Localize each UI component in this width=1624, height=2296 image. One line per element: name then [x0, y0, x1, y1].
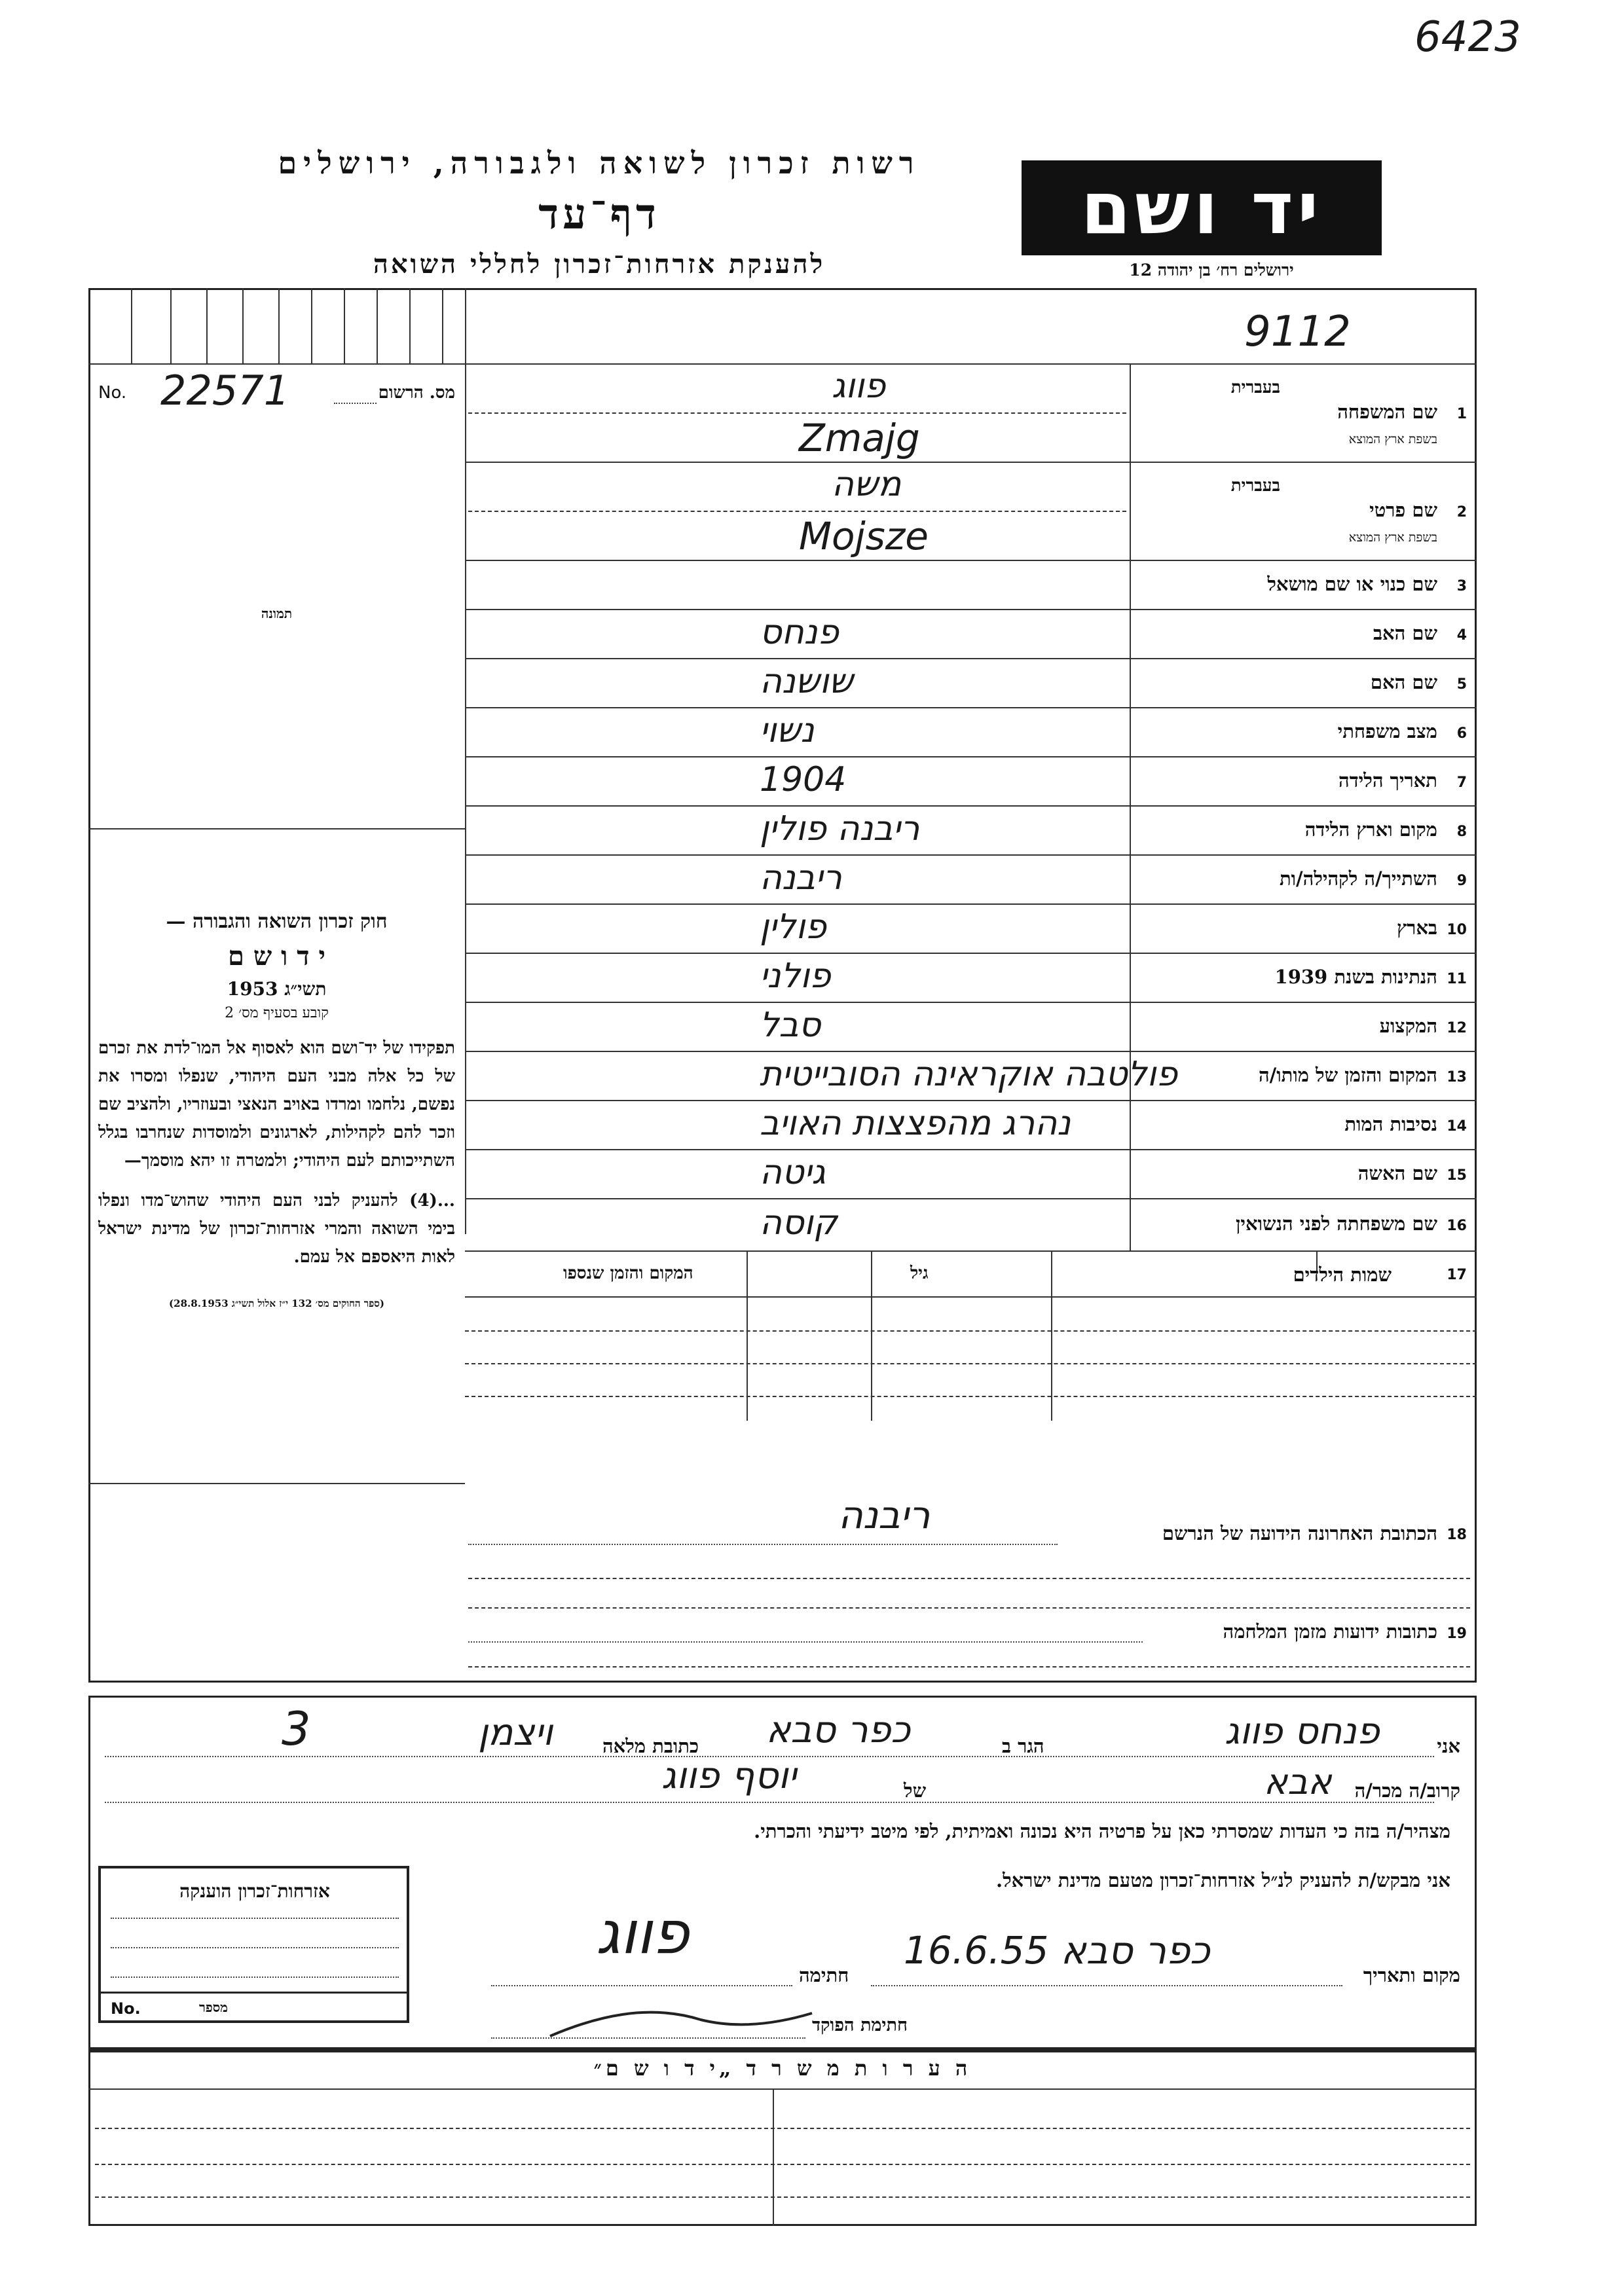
field-11-value: פולני: [760, 956, 831, 996]
field-row-15: [465, 1149, 1477, 1198]
field-row-14: [465, 1100, 1477, 1149]
field-16-number: 16: [1447, 1218, 1467, 1234]
field-7-number: 7: [1456, 774, 1467, 791]
field-13-label: המקום והזמן של מותו/ה: [1258, 1063, 1437, 1086]
certificate-number-label: מספר: [199, 1999, 228, 2015]
field-18-label: הכתובת האחרונה הידועה של הנרשם: [1162, 1522, 1437, 1544]
logo-text: יד ושם: [1080, 166, 1323, 250]
law-title: חוק זכרון השואה והגבורה —: [166, 910, 388, 933]
stamp-cells: [88, 288, 465, 363]
field-2-sub-hebrew: בעברית: [1230, 476, 1280, 496]
relation-value: אבא: [1264, 1761, 1332, 1802]
field-row-7: [465, 756, 1477, 805]
field-18: [465, 1447, 1477, 1552]
field-9-number: 9: [1456, 872, 1467, 889]
field-1-value-origin: Zmajg: [799, 416, 920, 460]
field-10-label: בארץ: [1397, 916, 1437, 939]
field-18-number: 18: [1447, 1527, 1467, 1543]
signature-value: פווג: [596, 1899, 690, 1967]
children-age-header: גיל: [910, 1264, 929, 1283]
field-row-3: [465, 560, 1477, 609]
resides-label: הגר ב: [1002, 1735, 1044, 1757]
yad-vashem-logo: [1022, 160, 1382, 255]
place-date-label: מקום ותאריך: [1363, 1964, 1460, 1986]
field-19-number: 19: [1447, 1626, 1467, 1642]
field-14-number: 14: [1447, 1118, 1467, 1135]
field-6-number: 6: [1456, 725, 1467, 742]
field-11-label: הנתינות בשנת 1939: [1274, 965, 1437, 988]
field-10-value: פולין: [760, 907, 826, 947]
children-table: [465, 1250, 1477, 1421]
field-12-number: 12: [1447, 1019, 1467, 1036]
field-19: [465, 1607, 1477, 1647]
field-row-1: [465, 363, 1477, 462]
field-row-10: [465, 903, 1477, 953]
field-15-label: שם האשה: [1357, 1161, 1437, 1184]
relative-label: קרוב/ה מכר/ה: [1354, 1779, 1460, 1802]
field-7-label: תאריך הלידה: [1338, 769, 1437, 792]
field-15-value: גיטה: [760, 1152, 826, 1192]
certificate-box: [98, 1866, 409, 2023]
field-11-number: 11: [1447, 970, 1467, 987]
of-value: יוסף פווג: [661, 1755, 797, 1797]
field-row-4: [465, 609, 1477, 658]
address-label: כתובת מלאה: [602, 1735, 699, 1757]
field-12-label: המקצוע: [1379, 1014, 1437, 1037]
field-5-number: 5: [1456, 676, 1467, 693]
certificate-no-label: No.: [111, 1999, 141, 2018]
field-8-value: ריבנה פולין: [760, 809, 920, 848]
declaration-request: אני מבקש/ת להעניק לנ״ל אזרחות־זכרון מטעם מדינת ישראל.: [996, 1869, 1450, 1891]
field-row-16: [465, 1198, 1477, 1250]
form-title: דף־עד: [538, 190, 660, 239]
declaration-statement: מצהיר/ה בזה כי העדות שמסרתי כאן על פרטיה היא נכונה ואמיתית, לפי מיטב ידיעתי והכרתי.: [754, 1820, 1450, 1842]
certificate-title: אזרחות־זכרון הוענקה: [179, 1880, 330, 1902]
officer-label: חתימת הפוקד: [812, 2015, 908, 2035]
law-name: י ד ו ש ם: [228, 941, 325, 972]
field-1-value: פווג: [832, 367, 886, 406]
field-row-8: [465, 805, 1477, 854]
field-2-sub-origin: בשפת ארץ המוצא: [1348, 530, 1437, 545]
declarant-name: פנחס פווג: [1225, 1710, 1380, 1753]
field-row-12: [465, 1002, 1477, 1051]
field-5-label: שם האם: [1370, 670, 1437, 693]
field-row-5: [465, 658, 1477, 707]
field-2-label: שם פרטי: [1369, 499, 1437, 521]
field-row-9: [465, 854, 1477, 903]
law-reference: (ספר החוקים מס׳ 132 י״ז אלול תשי״ג 28.8.1953): [169, 1298, 384, 1309]
photo-area: [92, 419, 462, 825]
field-16-label: שם משפחתה לפני הנשואין: [1236, 1212, 1437, 1235]
field-3-number: 3: [1456, 577, 1467, 594]
ani-label: אני: [1437, 1735, 1460, 1757]
top-number: 9112: [1244, 308, 1351, 356]
place-date-value: כפר סבא 16.6.55: [904, 1928, 1210, 1973]
field-4-value: פנחס: [760, 612, 840, 652]
no-label: No.: [98, 383, 127, 403]
children-names-header: שמות הילדים: [1293, 1264, 1392, 1286]
declaration-line-2: [98, 1755, 1467, 1807]
field-row-6: [465, 707, 1477, 756]
resides-value: כפר סבא: [766, 1709, 911, 1751]
office-notes-title: ה ע ר ו ת מ ש ר ד „י ד ו ש ם״: [593, 2056, 972, 2081]
registration-value: 22571: [160, 367, 290, 414]
field-6-label: מצב משפחתי: [1337, 720, 1437, 742]
law-clause: קובע בסעיף מס׳ 2: [225, 1005, 329, 1021]
field-8-number: 8: [1456, 823, 1467, 840]
field-8-label: מקום וארץ הלידה: [1304, 818, 1437, 841]
field-1-sub-origin: בשפת ארץ המוצא: [1348, 432, 1437, 446]
law-year: תשי״ג 1953: [227, 978, 327, 1000]
field-1-number: 1: [1456, 406, 1467, 422]
field-12-value: סבל: [760, 1005, 821, 1045]
field-2-value-origin: Mojsze: [799, 514, 929, 558]
file-number: 6423: [1414, 13, 1521, 62]
field-row-11: [465, 953, 1477, 1002]
field-13-number: 13: [1447, 1068, 1467, 1085]
field-1-label: שם המשפחה: [1337, 401, 1437, 423]
signature-label: חתימה: [799, 1964, 849, 1986]
field-1-sub-hebrew: בעברית: [1230, 378, 1280, 397]
field-7-value: 1904: [760, 759, 847, 799]
field-4-label: שם האב: [1373, 621, 1437, 644]
field-14-value: נהרג מהפצצות האויב: [760, 1103, 1071, 1143]
field-2-number: 2: [1456, 504, 1467, 520]
field-6-value: נשוי: [760, 710, 815, 750]
field-9-label: השתייך/ה לקהילה/ות: [1279, 867, 1437, 890]
field-13-value: פולטבה אוקראינה הסובייטית: [760, 1054, 1178, 1094]
law-block: [98, 910, 455, 1310]
field-9-value: ריבנה: [760, 858, 842, 898]
field-18-value: ריבנה: [838, 1493, 931, 1537]
address-value: ויצמן: [478, 1711, 553, 1754]
field-17-number: 17: [1447, 1267, 1467, 1283]
field-3-label: שם כנוי או שם מושאל: [1267, 572, 1437, 595]
field-row-13: [465, 1051, 1477, 1100]
field-10-number: 10: [1447, 921, 1467, 938]
law-text-1: תפקידו של יד־ושם הוא לאסוף אל המו־לדת את זכרם של כל אלה מבני העם היהודי, שנפלו ומסרו את נפשם, נלחמו ומרדו באויב הנאצי ובעוזריו, ולהציב שם וזכר להם לקהילות, לארגונים ולמוסדות שנחרבו בגלל השתייכותם לעם היהודי; ולמטרה זו יהא מוסמך—: [98, 1038, 455, 1171]
field-4-number: 4: [1456, 627, 1467, 644]
children-place-header: המקום והזמן שנספו: [563, 1264, 693, 1283]
registration-label: מס. הרשום: [378, 383, 455, 403]
house-number: 3: [282, 1702, 311, 1756]
institution-name: רשות זכרון לשואה ולגבורה, ירושלים: [278, 145, 921, 181]
field-19-label: כתובות ידועות מזמן המלחמה: [1223, 1620, 1437, 1643]
declaration-line-1: [98, 1702, 1467, 1761]
field-14-label: נסיבות המות: [1344, 1112, 1437, 1135]
field-2-value: משה: [832, 465, 902, 504]
field-15-number: 15: [1447, 1167, 1467, 1184]
of-label: של: [904, 1779, 927, 1802]
field-16-value: קוסה: [760, 1203, 838, 1243]
law-text-2: ...(4) להעניק לבני העם היהודי שהוש־מדו ונפלו בימי השואה והמרי אזרחות־זכרון של מדינת ישראל לאות היאספם אל עמם.: [98, 1191, 455, 1267]
logo-address: ירושלים רח׳ בן יהודה 12: [1129, 261, 1294, 280]
photo-label: תמונה: [261, 606, 293, 621]
form-subtitle: להענקת אזרחות־זכרון לחללי השואה: [373, 249, 826, 280]
field-5-value: שושנה: [760, 661, 853, 701]
registration-number: [98, 367, 455, 414]
field-row-2: [465, 462, 1477, 560]
